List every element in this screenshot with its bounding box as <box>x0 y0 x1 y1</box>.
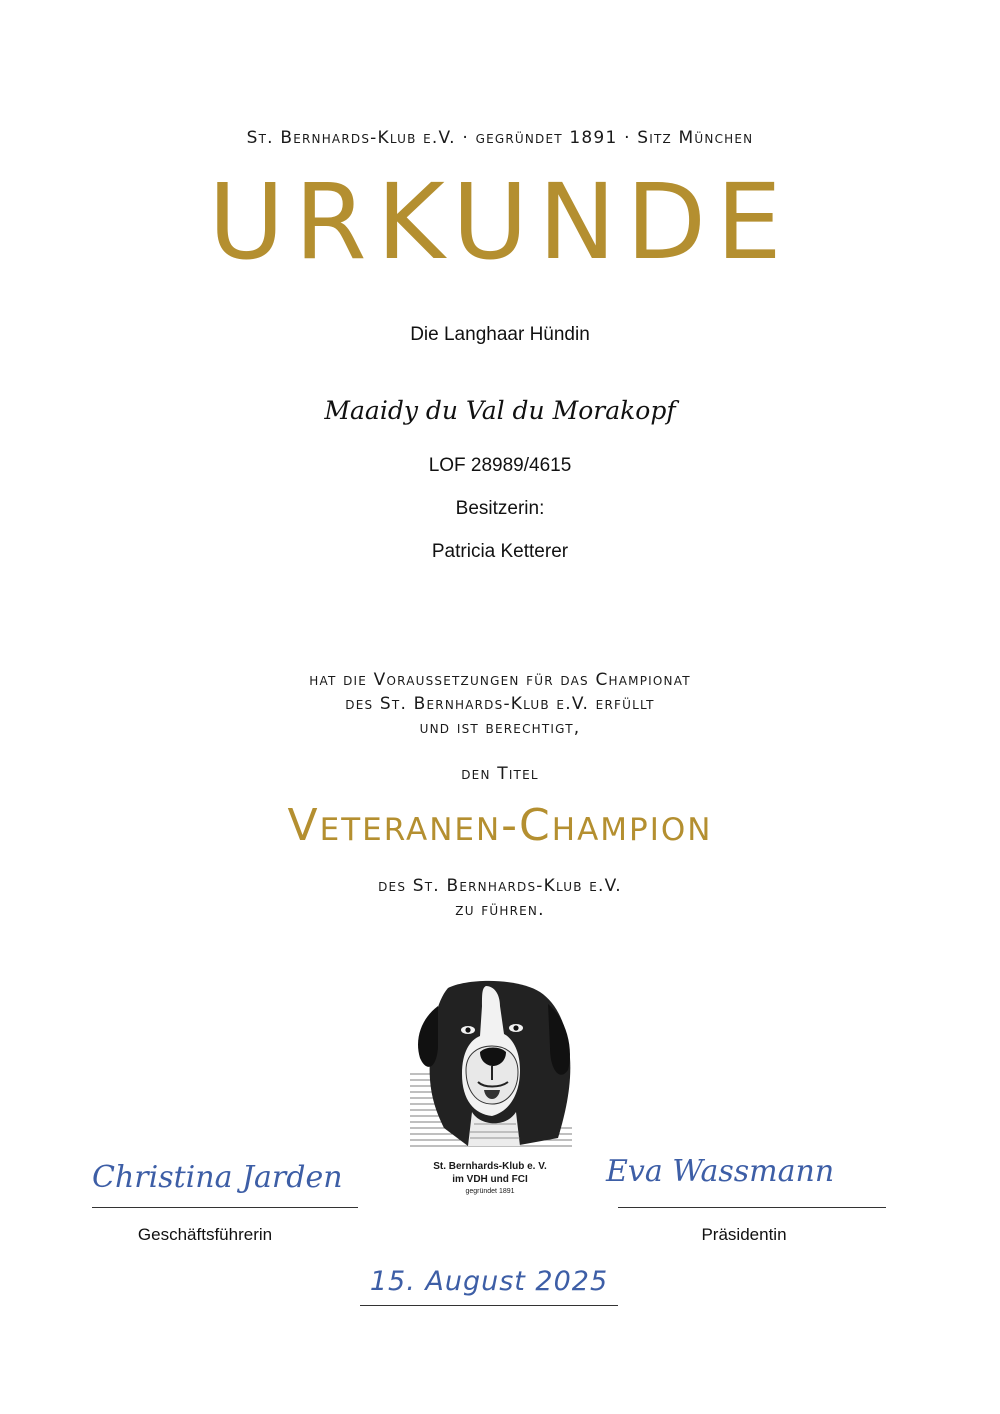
signature-right: Eva Wassmann <box>606 1154 835 1189</box>
role-president: Präsidentin <box>701 1225 787 1244</box>
logo-line-1: St. Bernhards-Klub e. V. <box>433 1161 547 1172</box>
club-line-1: des St. Bernhards-Klub e.V. <box>378 876 622 896</box>
signature-left: Christina Jarden <box>92 1160 343 1195</box>
conditions-line-1: hat die Voraussetzungen für das Championat <box>309 670 691 690</box>
owner-name: Patricia Ketterer <box>431 541 569 562</box>
signature-line-left <box>92 1207 358 1208</box>
issue-date: 15. August 2025 <box>369 1266 609 1297</box>
logo-line-3: gegründet 1891 <box>465 1188 515 1195</box>
registration-number: LOF 28989/4615 <box>428 455 572 476</box>
document-title: URKUNDE <box>208 161 792 283</box>
club-logo-text <box>380 1160 600 1197</box>
role-managing-director: Geschäftsführerin <box>137 1225 273 1244</box>
intro-text: Die Langhaar Hündin <box>410 324 590 345</box>
champion-title: Veteranen-Champion <box>287 800 713 851</box>
dog-name: Maaidy du Val du Morakopf <box>324 396 676 425</box>
club-text <box>0 874 1000 922</box>
club-line-2: zu führen. <box>455 900 545 920</box>
signature-line-right <box>618 1207 886 1208</box>
logo-line-2: im VDH und FCI <box>452 1174 528 1185</box>
conditions-line-2: des St. Bernhards-Klub e.V. erfüllt <box>345 694 655 714</box>
club-header: St. Bernhards-Klub e.V. · gegründet 1891 · Sitz München <box>246 128 754 148</box>
conditions-text <box>0 668 1000 740</box>
title-line: den Titel <box>461 764 539 784</box>
conditions-line-3: und ist berechtigt, <box>419 718 581 738</box>
date-line <box>360 1305 618 1306</box>
owner-label: Besitzerin: <box>455 498 545 519</box>
saint-bernard-dog-head-icon <box>408 978 574 1152</box>
